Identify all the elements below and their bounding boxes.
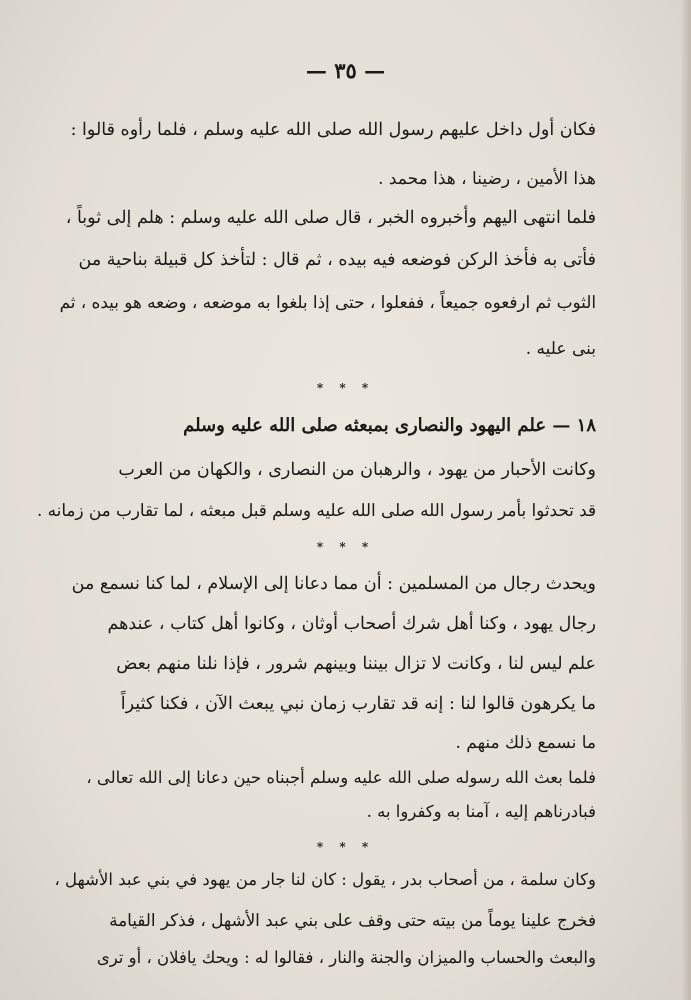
text-line: علم ليس لنا ، وكانت لا تزال بيننا وبينهم شرور ، فإذا نلنا منهم بعض [116,654,596,674]
text-line: ويحدث رجال من المسلمين : أن مما دعانا إلى الإسلام ، لما كنا نسمع من [71,574,596,594]
text-line: ما يكرهون قالوا لنا : إنه قد تقارب زمان نبي يبعث الآن ، فكنا كثيراً [120,694,596,714]
text-line: فلما بعث الله رسوله صلى الله عليه وسلم أجبناه حين دعانا إلى الله تعالى ، [86,768,596,787]
text-line: فخرج علينا يوماً من بيته حتى وقف على بني عبد الأشهل ، فذكر القيامة [109,910,596,930]
text-line: الثوب ثم ارفعوه جميعاً ، ففعلوا ، حتى إذا بلغوا به موضعه ، وضعه هو بيده ، ثم [59,292,596,312]
text-line: فأتى به فأخذ الركن فوضعه فيه بيده ، ثم قال : لتأخذ كل قبيلة بناحية من [78,250,596,270]
page-number: — ٣٥ — [305,58,386,83]
text-line: وكان سلمة ، من أصحاب بدر ، يقول : كان لنا جار من يهود في بني عبد الأشهل ، [54,870,596,889]
text-line: ما نسمع ذلك منهم . [455,733,596,753]
text-line: قد تحدثوا بأمر رسول الله صلى الله عليه وسلم قبل مبعثه ، لما تقارب من زمانه . [36,500,596,520]
section-divider: * * * [316,381,375,395]
text-line: والبعث والحساب والميزان والجنة والنار ، فقالوا له : ويحك يافلان ، أو ترى [96,948,596,967]
text-line: فكان أول داخل عليهم رسول الله صلى الله عليه وسلم ، فلما رأوه قالوا : [70,120,596,140]
section-divider: * * * [316,540,375,554]
text-line: فلما انتهى اليهم وأخبروه الخبر ، قال صلى الله عليه وسلم : هلم إلى ثوباً ، [65,208,596,228]
text-line: هذا الأمين ، رضينا ، هذا محمد . [378,169,596,189]
section-divider: * * * [316,840,375,854]
text-line: وكانت الأحبار من يهود ، والرهبان من النصارى ، والكهان من العرب [118,460,596,480]
text-line: فبادرناهم إليه ، آمنا به وكفروا به . [366,802,596,821]
text-line: بنى عليه . [525,339,596,359]
section-heading: ١٨ — علم اليهود والنصارى بمبعثه صلى الله عليه وسلم [183,415,596,436]
text-line: رجال يهود ، وكنا أهل شرك أصحاب أوثان ، وكانوا أهل كتاب ، عندهم [107,614,596,634]
